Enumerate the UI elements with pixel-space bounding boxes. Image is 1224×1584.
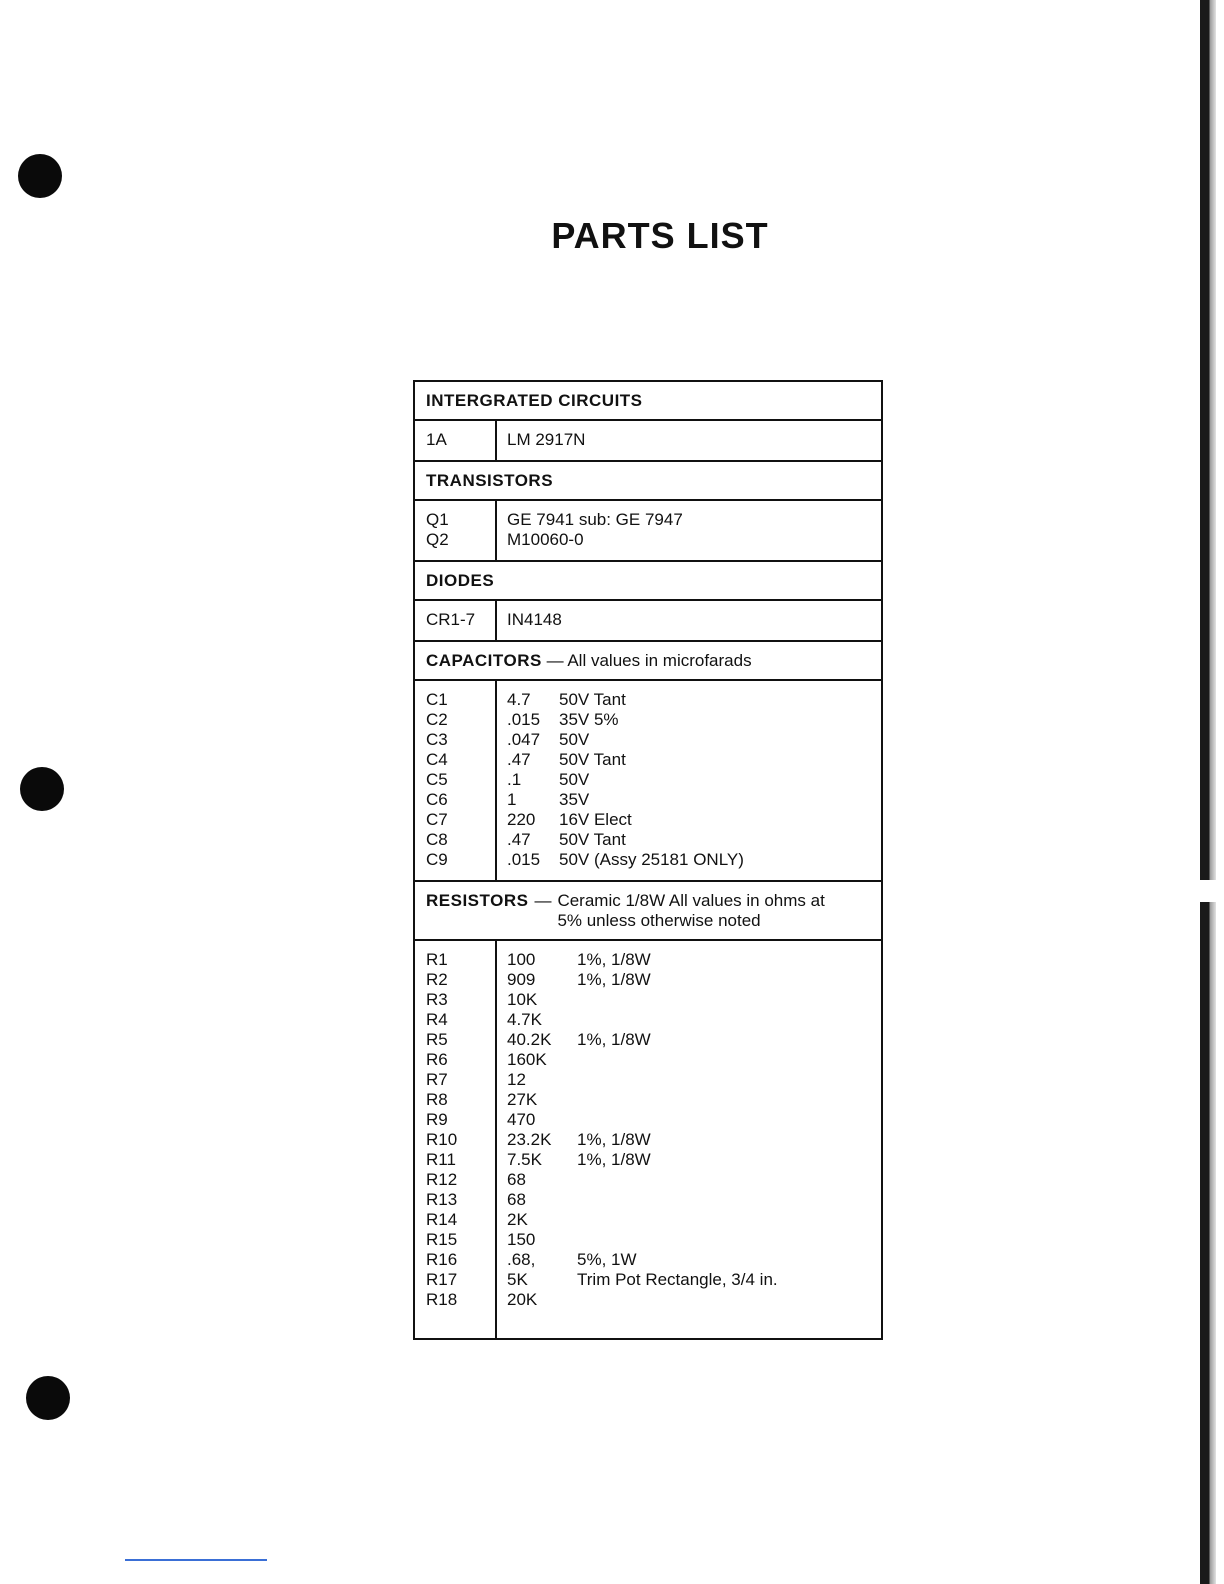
section-header-integrated-circuits bbox=[415, 382, 881, 421]
ref-designator: R17 bbox=[426, 1270, 458, 1289]
part-line bbox=[507, 990, 881, 1010]
ref-designator: R8 bbox=[426, 1090, 448, 1109]
section-body-diodes bbox=[415, 601, 881, 642]
part-value: .1 bbox=[507, 770, 522, 789]
section-header-transistors bbox=[415, 462, 881, 501]
ref-designator: C7 bbox=[426, 810, 448, 829]
part-spec: 50V (Assy 25181 ONLY) bbox=[559, 850, 744, 869]
section-body-transistors bbox=[415, 501, 881, 562]
ref-designator: C5 bbox=[426, 770, 448, 789]
ref-designator: C9 bbox=[426, 850, 448, 869]
part-line bbox=[507, 1250, 881, 1270]
value-column bbox=[497, 601, 881, 640]
part-value: 4.7K bbox=[507, 1010, 542, 1029]
part-value: LM 2917N bbox=[507, 430, 586, 449]
ref-designator: R4 bbox=[426, 1010, 448, 1029]
part-line bbox=[507, 970, 881, 990]
section-header-diodes bbox=[415, 562, 881, 601]
ref-designator: R6 bbox=[426, 1050, 448, 1069]
part-value: 909 bbox=[507, 970, 536, 989]
part-value: 220 bbox=[507, 810, 536, 829]
part-value: 68 bbox=[507, 1170, 526, 1189]
ref-column bbox=[415, 601, 497, 640]
part-value: M10060-0 bbox=[507, 530, 584, 549]
part-value: GE 7941 sub: GE 7947 bbox=[507, 510, 683, 529]
ref-designator: C3 bbox=[426, 730, 448, 749]
ref-designator: R9 bbox=[426, 1110, 448, 1129]
ref-designator: Q1 bbox=[426, 510, 449, 529]
section-note-line: Ceramic 1/8W All values in ohms at bbox=[557, 891, 825, 910]
part-line bbox=[507, 1110, 881, 1130]
part-spec: 50V Tant bbox=[559, 830, 626, 849]
part-line bbox=[507, 710, 881, 730]
section-heading: RESISTORS bbox=[426, 891, 529, 910]
section-header-capacitors bbox=[415, 642, 881, 681]
part-value: IN4148 bbox=[507, 610, 562, 629]
section-body-capacitors bbox=[415, 681, 881, 882]
part-spec: 1%, 1/8W bbox=[577, 970, 651, 989]
part-value: .047 bbox=[507, 730, 541, 749]
section-heading: TRANSISTORS bbox=[426, 471, 554, 490]
part-line bbox=[507, 1130, 881, 1150]
ref-designator: C4 bbox=[426, 750, 448, 769]
value-column bbox=[497, 941, 881, 1320]
binder-hole-middle bbox=[20, 767, 64, 811]
ref-designator: R16 bbox=[426, 1250, 458, 1269]
section-body-integrated-circuits bbox=[415, 421, 881, 462]
page-title: PARTS LIST bbox=[551, 215, 769, 256]
part-line bbox=[507, 1030, 881, 1050]
part-value: 4.7 bbox=[507, 690, 531, 709]
part-value: 10K bbox=[507, 990, 538, 1009]
scan-edge-gap bbox=[1200, 880, 1224, 902]
part-value: .015 bbox=[507, 710, 541, 729]
section-note-line: 5% unless otherwise noted bbox=[557, 911, 761, 930]
ref-column bbox=[415, 501, 497, 560]
part-line bbox=[507, 770, 881, 790]
section-heading: DIODES bbox=[426, 571, 495, 590]
part-value: 20K bbox=[507, 1290, 538, 1309]
bottom-rule bbox=[125, 1559, 267, 1561]
part-spec: 1%, 1/8W bbox=[577, 1150, 651, 1169]
part-line bbox=[507, 750, 881, 770]
section-note: — All values in microfarads bbox=[546, 651, 752, 670]
part-spec: 35V 5% bbox=[559, 710, 619, 729]
section-note-dash: — bbox=[534, 891, 552, 910]
part-value: 1 bbox=[507, 790, 517, 809]
part-line bbox=[507, 1090, 881, 1110]
part-value: 7.5K bbox=[507, 1150, 542, 1169]
value-column bbox=[497, 681, 881, 880]
ref-designator: R15 bbox=[426, 1230, 458, 1249]
part-spec: 35V bbox=[559, 790, 590, 809]
ref-designator: R7 bbox=[426, 1070, 448, 1089]
parts-table bbox=[413, 380, 883, 1340]
part-value: .68, bbox=[507, 1250, 536, 1269]
part-line bbox=[507, 1290, 881, 1310]
ref-designator: C8 bbox=[426, 830, 448, 849]
part-value: 23.2K bbox=[507, 1130, 552, 1149]
part-value: 68 bbox=[507, 1190, 526, 1209]
part-line bbox=[507, 1230, 881, 1250]
section-header-resistors bbox=[415, 882, 881, 941]
part-line bbox=[507, 950, 881, 970]
part-value: 27K bbox=[507, 1090, 538, 1109]
part-line bbox=[507, 1190, 881, 1210]
part-value: .015 bbox=[507, 850, 541, 869]
ref-designator: C2 bbox=[426, 710, 448, 729]
part-value: 12 bbox=[507, 1070, 526, 1089]
ref-designator: R5 bbox=[426, 1030, 448, 1049]
part-spec: 5%, 1W bbox=[577, 1250, 637, 1269]
ref-designator: R10 bbox=[426, 1130, 458, 1149]
part-value: .47 bbox=[507, 830, 531, 849]
part-value: 100 bbox=[507, 950, 536, 969]
part-value: 150 bbox=[507, 1230, 536, 1249]
part-line bbox=[507, 1050, 881, 1070]
part-spec: 1%, 1/8W bbox=[577, 1030, 651, 1049]
ref-designator: R14 bbox=[426, 1210, 458, 1229]
part-line bbox=[507, 830, 881, 850]
part-spec: 1%, 1/8W bbox=[577, 950, 651, 969]
value-column bbox=[497, 421, 881, 460]
part-line bbox=[507, 1170, 881, 1190]
part-spec: 50V Tant bbox=[559, 750, 626, 769]
ref-designator: CR1-7 bbox=[426, 610, 476, 629]
section-heading: CAPACITORS bbox=[426, 651, 542, 670]
part-value: 2K bbox=[507, 1210, 528, 1229]
part-spec: 50V bbox=[559, 770, 590, 789]
ref-designator: R2 bbox=[426, 970, 448, 989]
part-spec: 16V Elect bbox=[559, 810, 632, 829]
ref-designator: C6 bbox=[426, 790, 448, 809]
ref-column bbox=[415, 941, 497, 1338]
section-note bbox=[551, 891, 824, 931]
part-value: .47 bbox=[507, 750, 531, 769]
ref-column bbox=[415, 681, 497, 880]
part-value: 5K bbox=[507, 1270, 528, 1289]
ref-designator: R3 bbox=[426, 990, 448, 1009]
part-spec: 50V Tant bbox=[559, 690, 626, 709]
section-body-resistors bbox=[415, 941, 881, 1338]
part-line bbox=[507, 850, 881, 870]
ref-designator: R12 bbox=[426, 1170, 458, 1189]
ref-designator: Q2 bbox=[426, 530, 449, 549]
part-line bbox=[507, 1210, 881, 1230]
part-line bbox=[507, 690, 881, 710]
value-column bbox=[497, 501, 881, 560]
ref-designator: R13 bbox=[426, 1190, 458, 1209]
part-line bbox=[507, 730, 881, 750]
part-value: 470 bbox=[507, 1110, 536, 1129]
part-line bbox=[507, 1010, 881, 1030]
part-line bbox=[507, 810, 881, 830]
part-line bbox=[507, 1150, 881, 1170]
section-heading: INTERGRATED CIRCUITS bbox=[426, 391, 643, 410]
part-value: 160K bbox=[507, 1050, 547, 1069]
binder-hole-top bbox=[18, 154, 62, 198]
part-spec: 50V bbox=[559, 730, 590, 749]
part-line bbox=[507, 1270, 881, 1290]
part-value: 40.2K bbox=[507, 1030, 552, 1049]
ref-designator: R11 bbox=[426, 1150, 456, 1169]
part-spec: 1%, 1/8W bbox=[577, 1130, 651, 1149]
ref-designator: R1 bbox=[426, 950, 448, 969]
part-spec: Trim Pot Rectangle, 3/4 in. bbox=[577, 1270, 778, 1289]
part-line bbox=[507, 790, 881, 810]
ref-designator: R18 bbox=[426, 1290, 458, 1309]
ref-designator: 1A bbox=[426, 430, 447, 449]
part-line bbox=[507, 1070, 881, 1090]
ref-column bbox=[415, 421, 497, 460]
ref-designator: C1 bbox=[426, 690, 448, 709]
binder-hole-bottom bbox=[26, 1376, 70, 1420]
